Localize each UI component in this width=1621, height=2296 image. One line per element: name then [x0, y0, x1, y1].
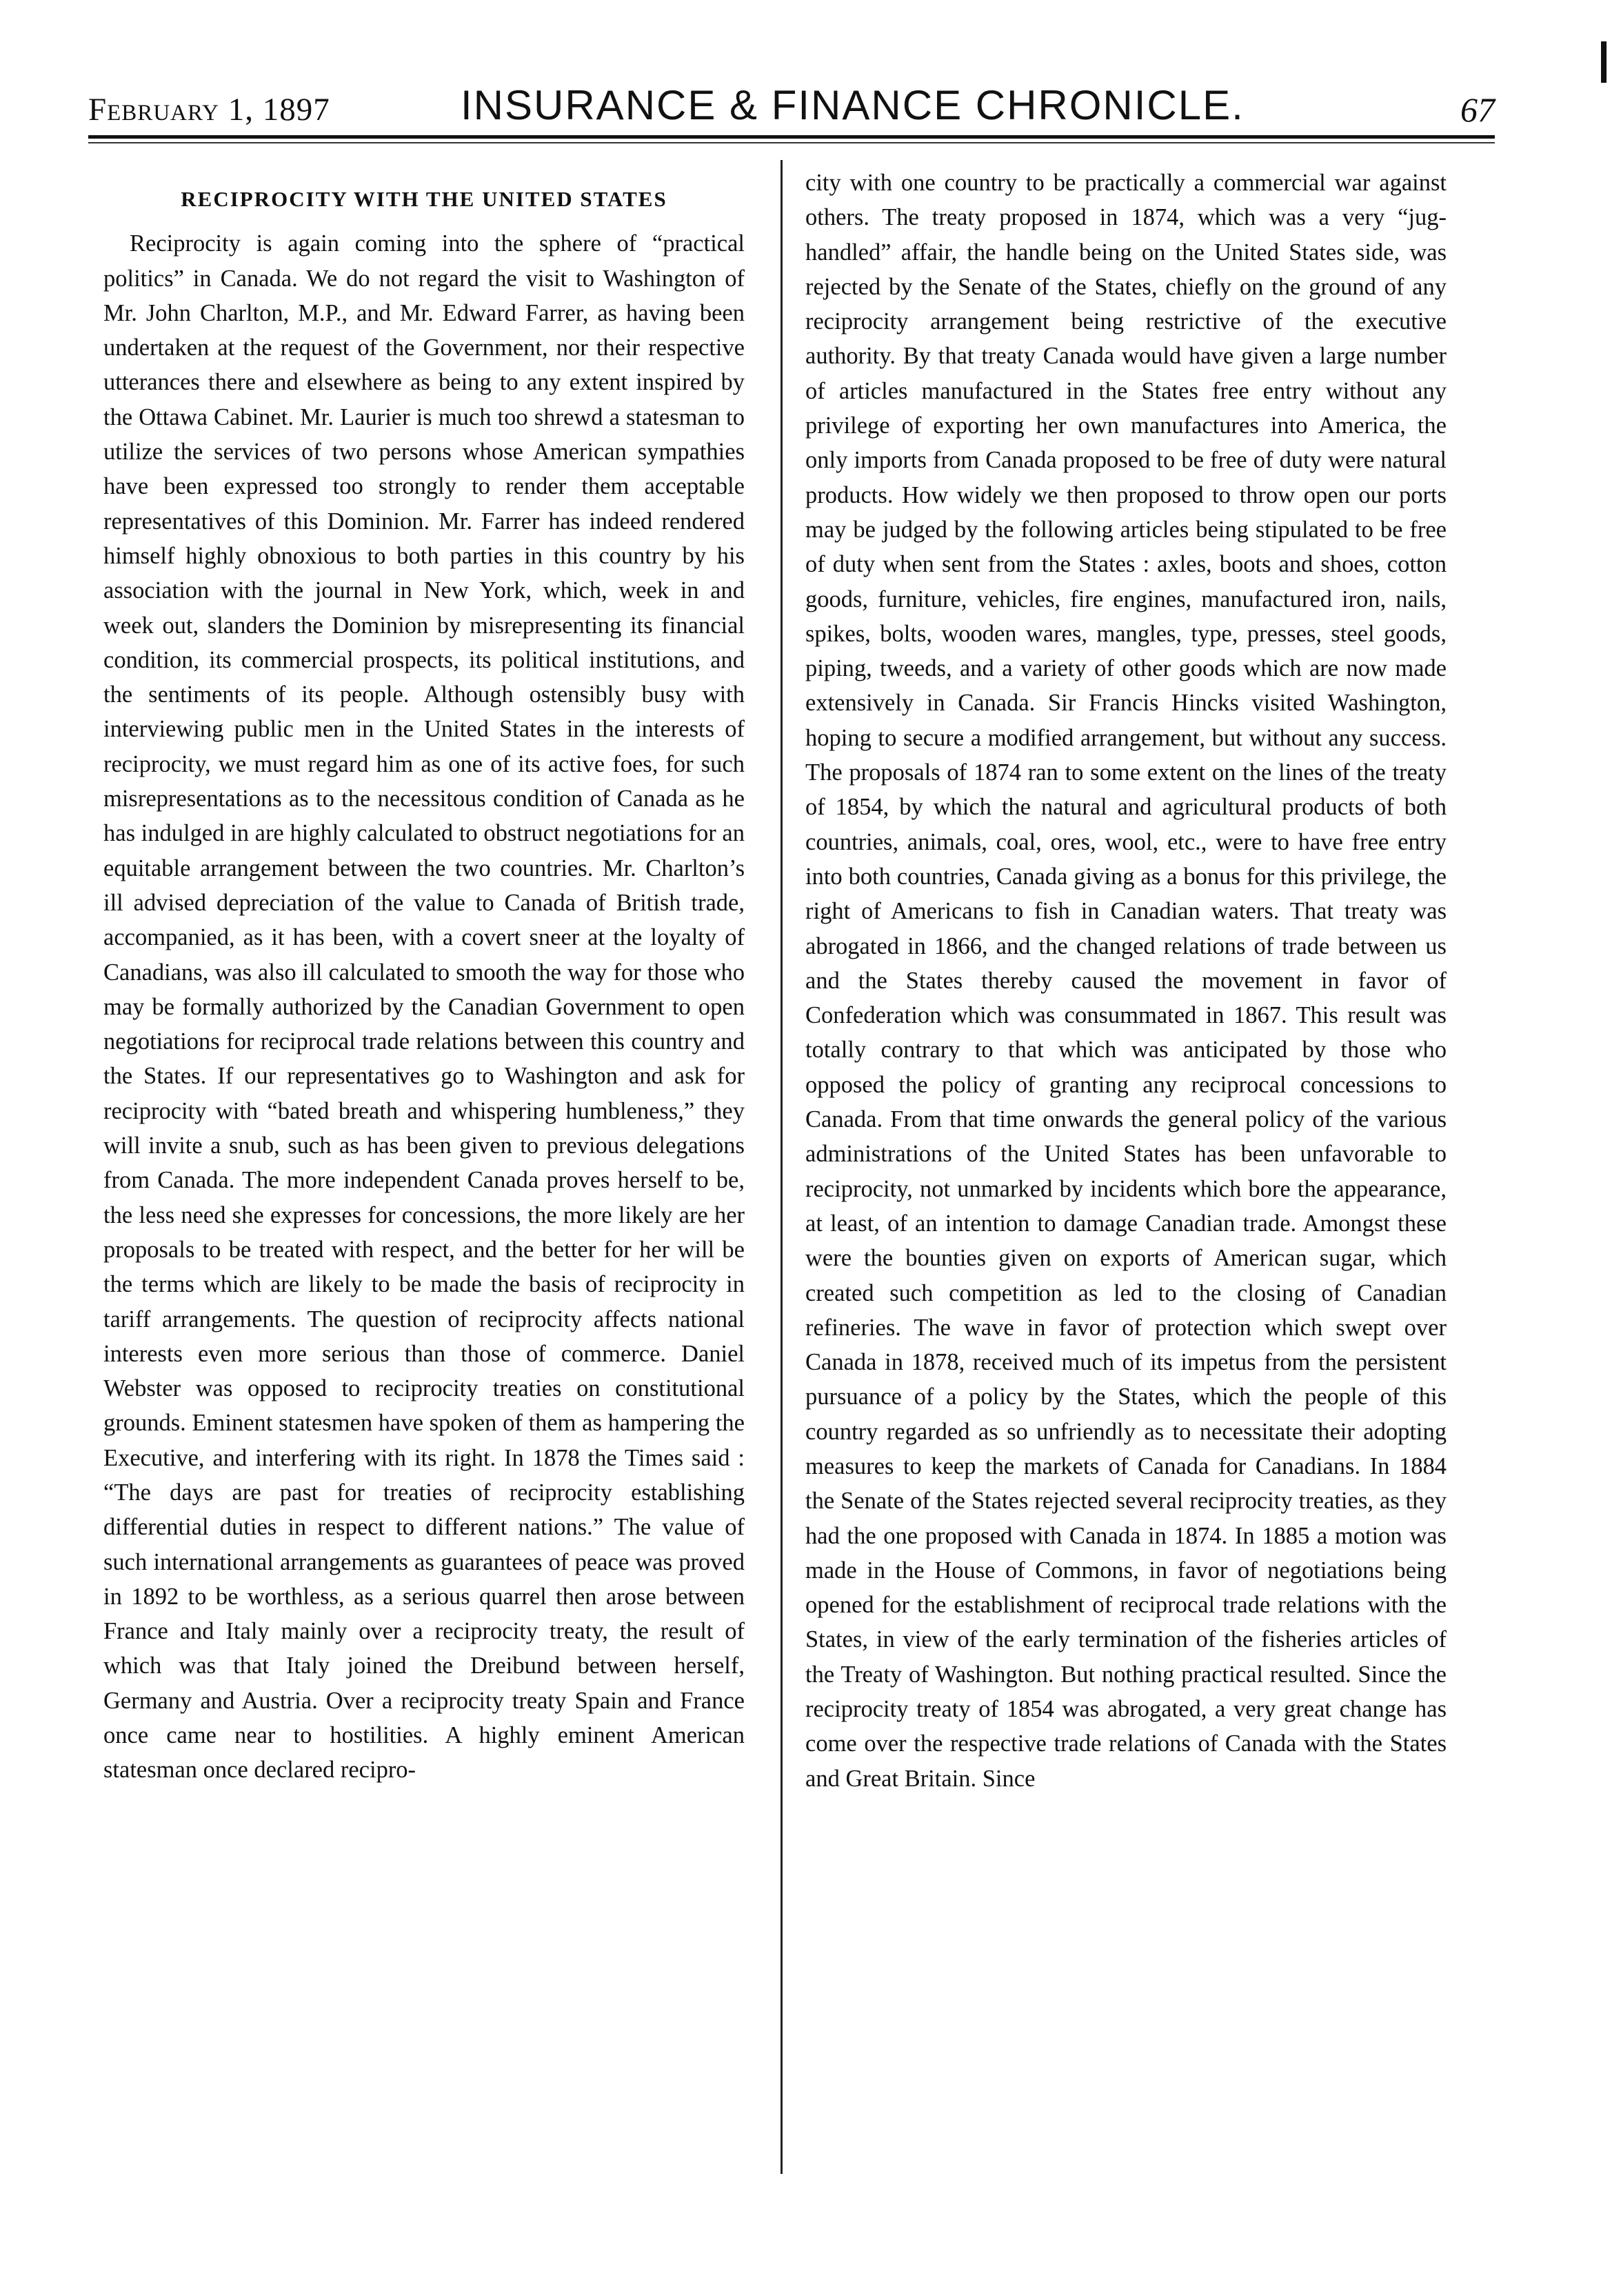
article-column-right [805, 166, 1447, 1796]
issue-date: February 1, 1897 [88, 92, 330, 128]
running-head [88, 77, 1495, 139]
article-column-left [103, 172, 745, 1788]
column-divider [781, 160, 783, 2174]
page-number: 67 [1460, 90, 1495, 129]
journal-title: INSURANCE & FINANCE CHRONICLE. [461, 82, 1245, 128]
header-rule-thick [88, 135, 1495, 139]
header-rule-thin [88, 142, 1495, 143]
article-text-right: city with one country to be practically a commercial war against others. The treaty proposed in 1874, which was a very “jug-handled” affair, the handle being on the United States side, was rejected by the Senate of the States, chiefly on the ground of any reciprocity arrangement being restrictive of the executive authority. By that treaty Canada would have given a large number of articles manufactured in the States free entry without any privilege of exporting her own manufactures into America, the only imports from Canada proposed to be free of duty were natural products. How widely we then proposed to throw open our ports may be judged by the following articles being stipulated to be free of duty when sent from the States : axles, boots and shoes, cotton goods, furniture, vehicles, fire engines, manufactured iron, nails, spikes, bolts, wooden wares, mangles, type, presses, steel goods, piping, tweeds, and a variety of other goods which are now made extensively in Canada. Sir Francis Hincks visited Washington, hoping to secure a modified arrangement, but without any success. The proposals of 1874 ran to some extent on the lines of the treaty of 1854, by which the natural and agricultural products of both countries, animals, coal, ores, wool, etc., were to have free entry into both countries, Canada giving as a bonus for this privilege, the right of Americans to fish in Canadian waters. That treaty was abrogated in 1866, and the changed relations of trade between us and the States thereby caused the movement in favor of Confederation which was consummated in 1867. This result was totally contrary to that which was anticipated by those who opposed the policy of granting any reciprocal concessions to Canada. From that time onwards the general policy of the various administrations of the United States has been unfavorable to reciprocity, not unmarked by incidents which bore the appearance, at least, of an intention to damage Canadian trade. Amongst these were the bounties given on exports of American sugar, which created such competition as led to the closing of Canadian refineries. The wave in favor of protection which swept over Canada in 1878, received much of its impetus from the persistent pursuance of a policy by the States, which the people of this country regarded as so unfriendly as to necessitate their adopting measures to keep the markets of Canada for Canadians. In 1884 the Senate of the States rejected several reciprocity treaties, as they had the one proposed with Canada in 1874. In 1885 a motion was made in the House of Commons, in favor of negotiations being opened for the establishment of reciprocal trade relations with the States, in view of the early termination of the fisheries articles of the Treaty of Washington. But nothing practical resulted. Since the reciprocity treaty of 1854 was abrogated, a very great change has come over the respective trade relations of Canada with the States and Great Britain. Since [805, 170, 1447, 1792]
article-text-left: Reciprocity is again coming into the sphere of “practical politics” in Canada. We do not regard the visit to Washington of Mr. John Charlton, M.P., and Mr. Edward Farrer, as having been undertaken at the request of the Government, nor their respective utterances there and elsewhere as being to any extent inspired by the Ottawa Cabinet. Mr. Laurier is much too shrewd a statesman to utilize the services of two persons whose American sympathies have been expressed too strongly to render them acceptable representatives of this Dominion. Mr. Farrer has indeed rendered himself highly obnoxious to both parties in this country by his association with the journal in New York, which, week in and week out, slanders the Dominion by misrepresenting its financial condition, its commercial prospects, its political institutions, and the sentiments of its people. Although ostensibly busy with interviewing public men in the United States in the interests of reciprocity, we must regard him as one of its active foes, for such misrepresentations as to the necessitous condition of Canada as he has indulged in are highly calculated to obstruct negotiations for an equitable arrangement between the two countries. Mr. Charlton’s ill advised depreciation of the value to Canada of British trade, accompanied, as it has been, with a covert sneer at the loyalty of Canadians, was also ill calculated to smooth the way for those who may be formally authorized by the Canadian Government to open negotiations for reciprocal trade relations between this country and the States. If our representatives go to Washington and ask for reciprocity with “bated breath and whispering humbleness,” they will invite a snub, such as has been given to previous delegations from Canada. The more independent Canada proves herself to be, the less need she expresses for concessions, the more likely are her proposals to be treated with respect, and the better for her will be the terms which are likely to be made the basis of reciprocity in tariff arrangements. The question of reciprocity affects national interests even more serious than those of commerce. Daniel Webster was opposed to reciprocity treaties on constitutional grounds. Eminent statesmen have spoken of them as hampering the Executive, and interfering with its right. In 1878 the Times said : “The days are past for treaties of reciprocity establishing differential duties in respect to different nations.” The value of such international arrangements as guarantees of peace was proved in 1892 to be worthless, as a serious quarrel then arose between France and Italy mainly over a reciprocity treaty, the result of which was that Italy joined the Dreibund between herself, Germany and Austria. Over a reciprocity treaty Spain and France once came near to hostilities. A highly eminent American statesman once declared recipro- [103, 230, 745, 1784]
scan-edge-mark [1601, 41, 1607, 83]
article-headline: RECIPROCITY WITH THE UNITED STATES [181, 187, 667, 211]
